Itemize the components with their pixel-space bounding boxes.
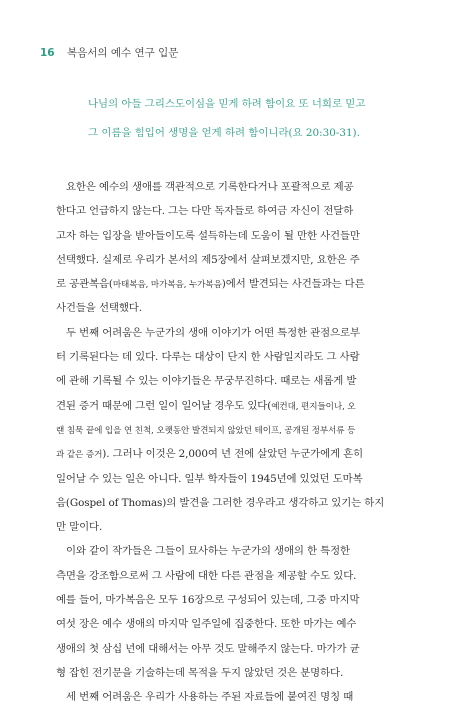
quote-line: 그 이름을 힘입어 생명을 얻게 하려 함이니라(요 20:30-31). (88, 127, 360, 139)
parenthetical-text: 과 같은 증거 (56, 450, 103, 461)
text-line (56, 491, 426, 515)
text-run: 예를 들어, 마가복음은 모두 16장으로 구성되어 있는데, 그중 마지막 (56, 594, 360, 607)
page-number: 16 (40, 47, 55, 59)
parenthetical-text: 마태복음, 마가복음, 누가복음 (112, 280, 222, 291)
text-run: )에서 발견되는 사건들과는 다른 (221, 278, 365, 291)
text-run: 에 관해 기록될 수 있는 이야기들은 무궁무진하다. 때로는 새롭게 발 (56, 375, 357, 388)
text-line (56, 248, 426, 272)
scripture-quote (88, 90, 448, 148)
text-run: 선택했다. 실제로 우리가 본서의 제5장에서 살펴보겠지만, 요한은 주 (56, 253, 360, 266)
body-text (56, 175, 426, 710)
text-run: 이와 같이 작가들은 그들이 묘사하는 누군가의 생애의 한 특정한 (66, 545, 350, 558)
running-title: 복음서의 예수 연구 입문 (66, 47, 179, 59)
text-line (56, 661, 426, 685)
text-line (56, 612, 426, 636)
text-line (56, 394, 426, 418)
text-run: 생애의 첫 삼십 년에 대해서는 아무 것도 말해주지 않는다. 마가가 균 (56, 642, 360, 655)
text-run: 일어날 수 있는 일은 아니다. 일부 학자들이 1945년에 있었던 도마복 (56, 472, 363, 485)
text-line (56, 539, 426, 563)
text-run: 형 잡힌 전기문을 기술하는데 목적을 두지 않았던 것은 분명하다. (56, 666, 344, 679)
text-line (56, 272, 426, 296)
text-run: 두 번째 어려움은 누군가의 생애 이야기가 어떤 특정한 관점으로부 (66, 326, 360, 339)
text-run: 측면을 강조함으로써 그 사람에 대한 다른 관점을 제공할 수도 있다. (56, 569, 357, 582)
parenthetical-text: 예컨대, 편지들이나, 오 (271, 401, 356, 412)
text-run: 요한은 예수의 생애를 객관적으로 기록한다거나 포괄적으로 제공 (66, 181, 354, 193)
text-run: 음(Gospel of Thomas)의 발견을 그러한 경우라고 생각하고 있기는 하지 (56, 496, 385, 509)
text-line (56, 199, 426, 223)
text-run: 세 번째 어려움은 우리가 사용하는 주된 자료들에 붙여진 명칭 때 (66, 691, 354, 704)
text-line (56, 588, 426, 612)
text-line (56, 369, 426, 393)
text-run: 만 말이다. (56, 521, 103, 534)
parenthetical-text: 랜 침묵 끝에 입을 연 친척, 오랫동안 발견되지 않았던 테이프, 공개된 정부서류 등 (56, 425, 356, 436)
text-run: 견된 증거 때문에 그런 일이 일어날 경우도 있다( (56, 399, 272, 412)
text-line (56, 637, 426, 661)
text-line (56, 224, 426, 248)
text-line (56, 321, 426, 345)
text-line (56, 564, 426, 588)
text-line (56, 442, 426, 466)
text-line (56, 467, 426, 491)
running-header (40, 46, 178, 60)
text-run: 터 기록된다는 데 있다. 다루는 대상이 단지 한 사람일지라도 그 사람 (56, 351, 360, 364)
text-line (56, 418, 426, 442)
text-line (56, 175, 426, 199)
text-line (56, 296, 426, 320)
text-line (56, 685, 426, 709)
text-run: ). 그러나 이것은 2,000여 년 전에 살았던 누군가에게 흔히 (102, 448, 364, 461)
text-run: 로 공관복음( (56, 278, 113, 291)
text-run: 사건들을 선택했다. (56, 302, 142, 315)
text-line (56, 515, 426, 539)
text-run: 한다고 언급하지 않는다. 그는 다만 독자들로 하여금 자신이 전달하 (56, 205, 354, 218)
text-run: 고자 하는 입장을 받아들이도록 설득하는데 도움이 될 만한 사건들만 (56, 229, 360, 242)
text-line (56, 345, 426, 369)
text-run: 여섯 장은 예수 생애의 마지막 일주일에 집중한다. 또한 마가는 예수 (56, 618, 357, 631)
quote-line: 나님의 아들 그리스도이심을 믿게 하려 함이요 또 너희로 믿고 (88, 98, 366, 110)
